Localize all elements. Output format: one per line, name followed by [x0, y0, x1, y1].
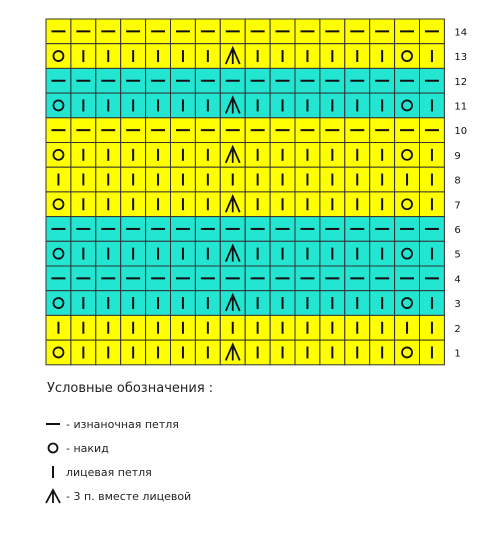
chart-cell	[395, 340, 420, 365]
chart-cell	[46, 143, 71, 168]
legend-text-k3tog: - 3 п. вместе лицевой	[66, 489, 192, 503]
row-number: 8	[454, 175, 461, 187]
legend-item-yo	[40, 438, 109, 458]
chart-cell	[395, 291, 420, 316]
legend-text-purl: - изнаночная петля	[66, 417, 179, 431]
chart-cell	[46, 44, 71, 69]
row-number: 13	[454, 52, 468, 64]
chart-cell	[395, 143, 420, 168]
chart-cell	[395, 241, 420, 266]
chart-cell	[395, 192, 420, 217]
legend-title: Условные обозначения :	[47, 381, 214, 396]
legend-text-knit: лицевая петля	[66, 465, 152, 479]
yarn-over-circle-icon	[40, 441, 66, 455]
row-number: 7	[454, 200, 461, 212]
row-number: 4	[454, 274, 461, 286]
row-number: 5	[454, 249, 461, 261]
chart-cell	[46, 291, 71, 316]
chart-cell	[395, 44, 420, 69]
three-together-icon	[40, 487, 66, 505]
row-number: 14	[454, 27, 468, 39]
legend-text-yo: - накид	[66, 441, 109, 455]
chart-cell	[395, 93, 420, 118]
row-number: 2	[454, 323, 461, 335]
purl-dash-icon	[40, 418, 66, 430]
knit-bar-icon	[40, 464, 66, 480]
chart-cell	[46, 93, 71, 118]
row-number: 12	[454, 76, 468, 88]
row-number: 11	[454, 101, 468, 113]
row-number: 9	[454, 150, 461, 162]
legend-item-knit	[40, 462, 152, 482]
row-number: 6	[454, 224, 461, 236]
chart-cell	[46, 241, 71, 266]
row-number: 1	[454, 348, 461, 360]
chart-cell	[46, 192, 71, 217]
legend-item-k3tog	[40, 486, 191, 506]
legend-item-purl	[40, 414, 179, 434]
row-number: 3	[454, 299, 461, 311]
chart-cell	[46, 340, 71, 365]
row-number: 10	[454, 126, 468, 138]
